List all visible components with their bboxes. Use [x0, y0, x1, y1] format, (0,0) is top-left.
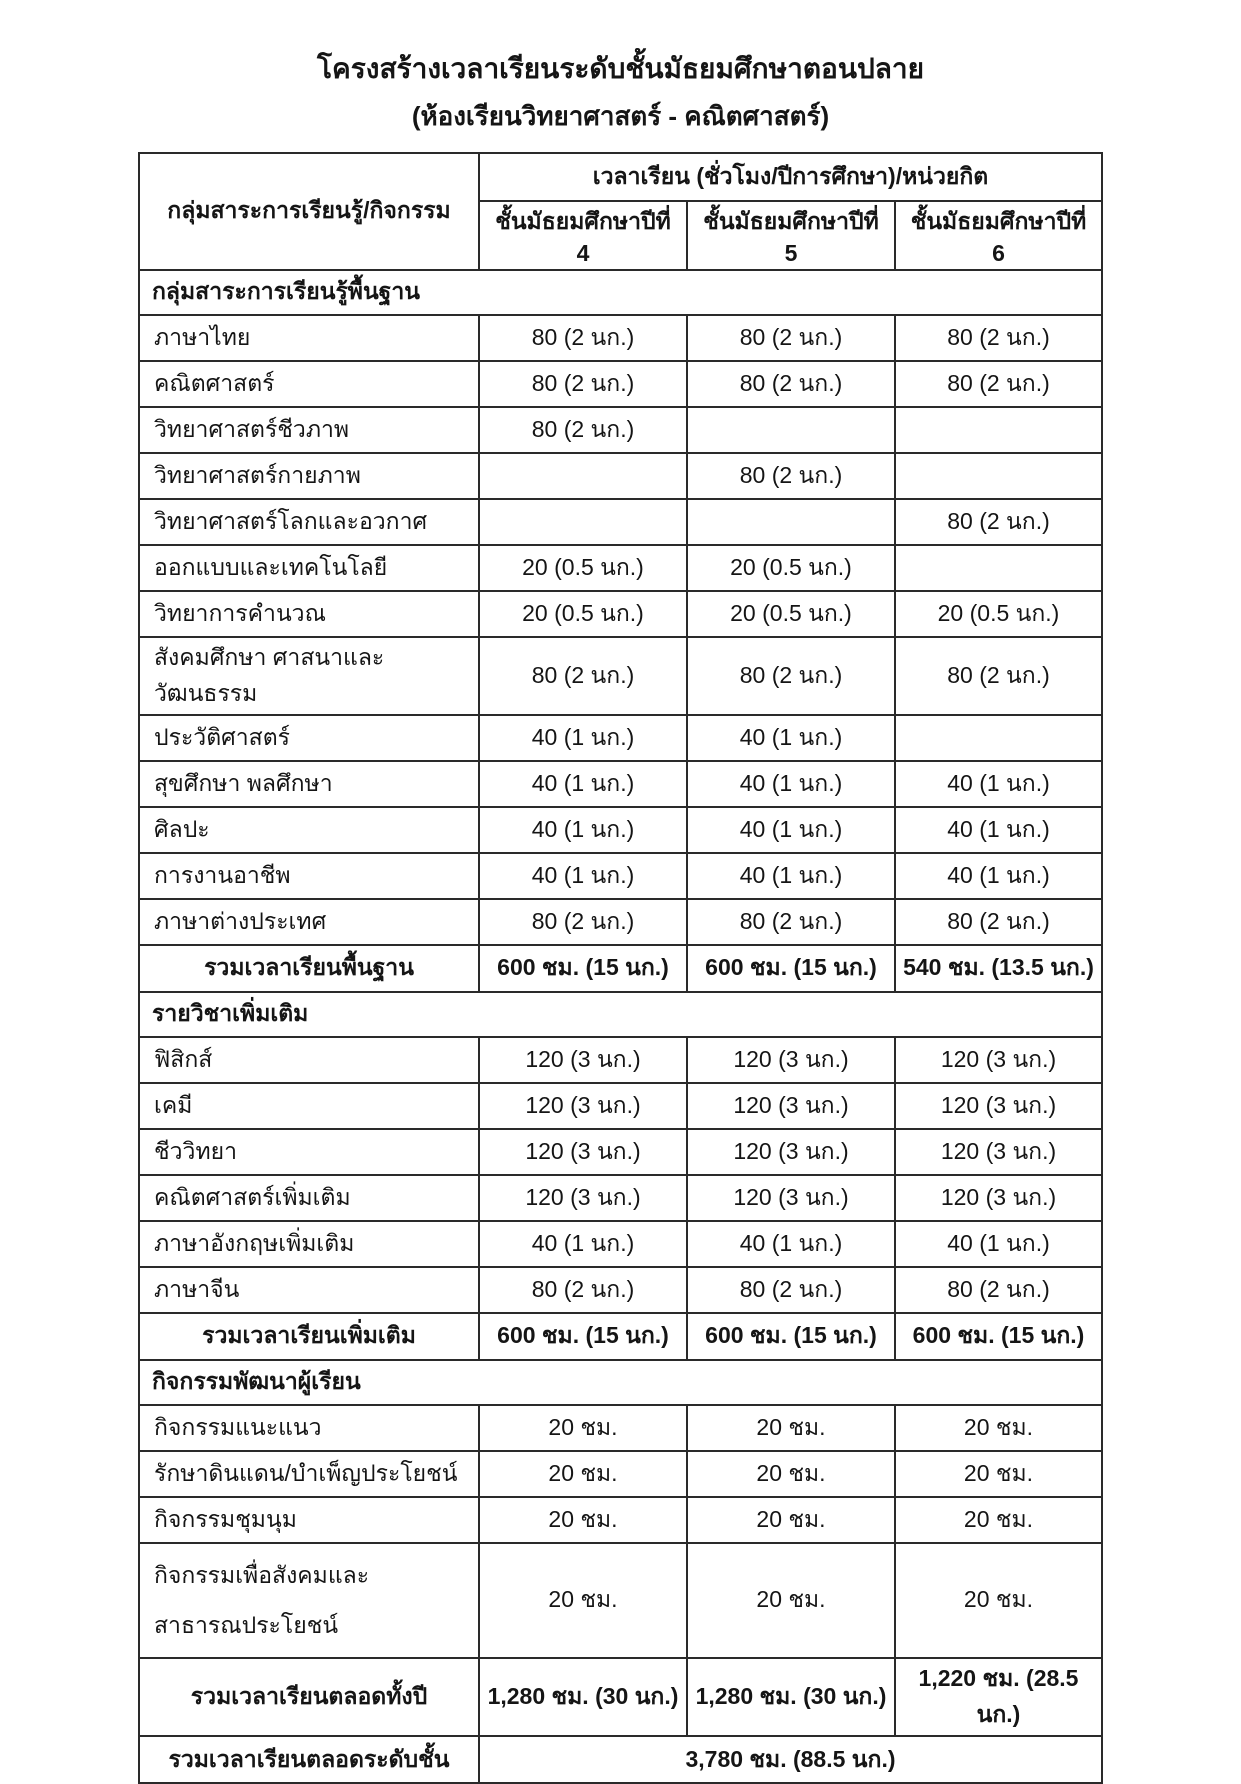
- subject-value-m6: 20 (0.5 นก.): [895, 591, 1102, 637]
- subject-value-m4: 20 ชม.: [479, 1405, 687, 1451]
- sum-row: [139, 1313, 1102, 1360]
- subject-label: วิทยาศาสตร์กายภาพ: [139, 453, 479, 499]
- table-header: [139, 153, 1102, 270]
- subject-label: ชีววิทยา: [139, 1129, 479, 1175]
- subject-value-m5: 80 (2 นก.): [687, 315, 895, 361]
- data-row: [139, 899, 1102, 945]
- subject-label: ภาษาต่างประเทศ: [139, 899, 479, 945]
- subject-value-m4: 120 (3 นก.): [479, 1037, 687, 1083]
- data-row: [139, 1497, 1102, 1543]
- subject-label: วิทยาการคำนวณ: [139, 591, 479, 637]
- subject-value-m5: 80 (2 นก.): [687, 361, 895, 407]
- subject-value-m5: 40 (1 นก.): [687, 807, 895, 853]
- data-row: [139, 545, 1102, 591]
- sum-value-m5: 600 ชม. (15 นก.): [687, 1313, 895, 1360]
- subject-label: ออกแบบและเทคโนโลยี: [139, 545, 479, 591]
- subject-value-m5: 20 ชม.: [687, 1451, 895, 1497]
- subject-value-m5: 20 (0.5 นก.): [687, 591, 895, 637]
- subject-value-m4: 80 (2 นก.): [479, 361, 687, 407]
- sum-value-m6: 600 ชม. (15 นก.): [895, 1313, 1102, 1360]
- subject-value-m5: 120 (3 นก.): [687, 1175, 895, 1221]
- subject-value-m4: 40 (1 นก.): [479, 1221, 687, 1267]
- page-title: โครงสร้างเวลาเรียนระดับชั้นมัธยมศึกษาตอนปลาย: [316, 53, 925, 84]
- subject-value-m4: 80 (2 นก.): [479, 1267, 687, 1313]
- subject-value-m5: 120 (3 นก.): [687, 1129, 895, 1175]
- subject-value-m6: 20 ชม.: [895, 1543, 1102, 1658]
- subject-label: คณิตศาสตร์: [139, 361, 479, 407]
- subject-label: วิทยาศาสตร์ชีวภาพ: [139, 407, 479, 453]
- data-row: [139, 807, 1102, 853]
- section-label: รายวิชาเพิ่มเติม: [139, 992, 1102, 1037]
- grand-total-label: รวมเวลาเรียนตลอดระดับชั้น: [139, 1736, 479, 1783]
- subject-value-m6: 80 (2 นก.): [895, 637, 1102, 715]
- subject-value-m5: 40 (1 นก.): [687, 715, 895, 761]
- subject-label: ประวัติศาสตร์: [139, 715, 479, 761]
- subject-label: การงานอาชีพ: [139, 853, 479, 899]
- sum-value-m6: 1,220 ชม. (28.5 นก.): [895, 1658, 1102, 1736]
- data-row: [139, 637, 1102, 715]
- sum-value-m5: 600 ชม. (15 นก.): [687, 945, 895, 992]
- total-row: [139, 1736, 1102, 1783]
- sum-row: [139, 1658, 1102, 1736]
- sum-label: รวมเวลาเรียนตลอดทั้งปี: [139, 1658, 479, 1736]
- subject-value-m5: 80 (2 นก.): [687, 899, 895, 945]
- subject-value-m4: 40 (1 นก.): [479, 853, 687, 899]
- sum-value-m5: 1,280 ชม. (30 นก.): [687, 1658, 895, 1736]
- subject-label: กิจกรรมเพื่อสังคมและ สาธารณประโยชน์: [139, 1543, 479, 1658]
- subject-value-m4: 120 (3 นก.): [479, 1129, 687, 1175]
- header-study-time: เวลาเรียน (ชั่วโมง/ปีการศึกษา)/หน่วยกิต: [479, 153, 1102, 201]
- subject-value-m5: 40 (1 นก.): [687, 853, 895, 899]
- subject-value-m6: [895, 715, 1102, 761]
- subject-value-m6: [895, 407, 1102, 453]
- data-row: [139, 361, 1102, 407]
- subject-value-m5: 80 (2 นก.): [687, 453, 895, 499]
- sum-value-m4: 600 ชม. (15 นก.): [479, 1313, 687, 1360]
- subject-value-m6: 80 (2 นก.): [895, 361, 1102, 407]
- data-row: [139, 853, 1102, 899]
- sum-value-m4: 600 ชม. (15 นก.): [479, 945, 687, 992]
- sum-label: รวมเวลาเรียนพื้นฐาน: [139, 945, 479, 992]
- subject-value-m5: 80 (2 นก.): [687, 1267, 895, 1313]
- header-row-time: [139, 153, 1102, 201]
- data-row: [139, 715, 1102, 761]
- subject-label: วิทยาศาสตร์โลกและอวกาศ: [139, 499, 479, 545]
- subject-value-m4: 20 ชม.: [479, 1497, 687, 1543]
- section-row: [139, 992, 1102, 1037]
- data-row: [139, 1451, 1102, 1497]
- data-row: [139, 1083, 1102, 1129]
- subject-value-m6: 20 ชม.: [895, 1405, 1102, 1451]
- section-label: กิจกรรมพัฒนาผู้เรียน: [139, 1360, 1102, 1405]
- subject-label: กิจกรรมชุมนุม: [139, 1497, 479, 1543]
- header-grade-m5: ชั้นมัธยมศึกษาปีที่ 5: [687, 201, 895, 270]
- subject-value-m6: 40 (1 นก.): [895, 853, 1102, 899]
- subject-value-m6: 80 (2 นก.): [895, 899, 1102, 945]
- subject-value-m6: 40 (1 นก.): [895, 1221, 1102, 1267]
- data-row: [139, 1129, 1102, 1175]
- subject-value-m6: [895, 453, 1102, 499]
- subject-value-m6: [895, 545, 1102, 591]
- subject-value-m5: [687, 499, 895, 545]
- subject-value-m4: 20 ชม.: [479, 1543, 687, 1658]
- subject-value-m4: 120 (3 นก.): [479, 1175, 687, 1221]
- subject-value-m6: 120 (3 นก.): [895, 1083, 1102, 1129]
- sum-value-m4: 1,280 ชม. (30 นก.): [479, 1658, 687, 1736]
- subject-label: ภาษาอังกฤษเพิ่มเติม: [139, 1221, 479, 1267]
- subject-value-m4: 80 (2 นก.): [479, 407, 687, 453]
- subject-label: กิจกรรมแนะแนว: [139, 1405, 479, 1451]
- subject-value-m4: 20 (0.5 นก.): [479, 591, 687, 637]
- subject-value-m5: [687, 407, 895, 453]
- sum-row: [139, 945, 1102, 992]
- subject-value-m4: [479, 453, 687, 499]
- subject-label: เคมี: [139, 1083, 479, 1129]
- subject-value-m6: 120 (3 นก.): [895, 1037, 1102, 1083]
- data-row: [139, 591, 1102, 637]
- subject-value-m5: 120 (3 นก.): [687, 1083, 895, 1129]
- subject-value-m4: 20 (0.5 นก.): [479, 545, 687, 591]
- data-row: [139, 1405, 1102, 1451]
- subject-value-m6: 120 (3 นก.): [895, 1175, 1102, 1221]
- subject-value-m4: 20 ชม.: [479, 1451, 687, 1497]
- subject-value-m6: 20 ชม.: [895, 1451, 1102, 1497]
- section-label: กลุ่มสาระการเรียนรู้พื้นฐาน: [139, 270, 1102, 315]
- data-row: [139, 499, 1102, 545]
- subject-value-m6: 40 (1 นก.): [895, 761, 1102, 807]
- page-subtitle: (ห้องเรียนวิทยาศาสตร์ - คณิตศาสตร์): [411, 100, 830, 131]
- subject-value-m4: 40 (1 นก.): [479, 715, 687, 761]
- subject-value-m4: 40 (1 นก.): [479, 807, 687, 853]
- subject-value-m5: 40 (1 นก.): [687, 761, 895, 807]
- data-row: [139, 1037, 1102, 1083]
- subject-value-m4: 80 (2 นก.): [479, 637, 687, 715]
- section-row: [139, 270, 1102, 315]
- data-row: [139, 407, 1102, 453]
- data-row: [139, 1543, 1102, 1658]
- sum-label: รวมเวลาเรียนเพิ่มเติม: [139, 1313, 479, 1360]
- data-row: [139, 1175, 1102, 1221]
- data-row: [139, 761, 1102, 807]
- subject-value-m4: 120 (3 นก.): [479, 1083, 687, 1129]
- subject-label: คณิตศาสตร์เพิ่มเติม: [139, 1175, 479, 1221]
- subject-label: ภาษาไทย: [139, 315, 479, 361]
- header-subject-group: กลุ่มสาระการเรียนรู้/กิจกรรม: [139, 153, 479, 270]
- data-row: [139, 1221, 1102, 1267]
- header-grade-m4: ชั้นมัธยมศึกษาปีที่ 4: [479, 201, 687, 270]
- subject-value-m5: 120 (3 นก.): [687, 1037, 895, 1083]
- subject-value-m5: 80 (2 นก.): [687, 637, 895, 715]
- subject-value-m5: 40 (1 นก.): [687, 1221, 895, 1267]
- sum-value-m6: 540 ชม. (13.5 นก.): [895, 945, 1102, 992]
- subject-value-m4: 80 (2 นก.): [479, 315, 687, 361]
- subject-value-m4: [479, 499, 687, 545]
- header-grade-m6: ชั้นมัธยมศึกษาปีที่ 6: [895, 201, 1102, 270]
- data-row: [139, 315, 1102, 361]
- subject-value-m6: 120 (3 นก.): [895, 1129, 1102, 1175]
- subject-label: ฟิสิกส์: [139, 1037, 479, 1083]
- table-body: [139, 270, 1102, 1783]
- subject-value-m4: 40 (1 นก.): [479, 761, 687, 807]
- subject-value-m4: 80 (2 นก.): [479, 899, 687, 945]
- subject-value-m5: 20 ชม.: [687, 1543, 895, 1658]
- subject-value-m5: 20 ชม.: [687, 1405, 895, 1451]
- subject-value-m6: 20 ชม.: [895, 1497, 1102, 1543]
- subject-value-m6: 80 (2 นก.): [895, 499, 1102, 545]
- subject-value-m5: 20 ชม.: [687, 1497, 895, 1543]
- data-row: [139, 453, 1102, 499]
- subject-value-m6: 80 (2 นก.): [895, 315, 1102, 361]
- study-time-table: [138, 152, 1103, 1784]
- subject-value-m6: 80 (2 นก.): [895, 1267, 1102, 1313]
- grand-total-value: 3,780 ชม. (88.5 นก.): [479, 1736, 1102, 1783]
- subject-label: ภาษาจีน: [139, 1267, 479, 1313]
- data-row: [139, 1267, 1102, 1313]
- subject-value-m6: 40 (1 นก.): [895, 807, 1102, 853]
- subject-label: รักษาดินแดน/บำเพ็ญประโยชน์: [139, 1451, 479, 1497]
- section-row: [139, 1360, 1102, 1405]
- subject-value-m5: 20 (0.5 นก.): [687, 545, 895, 591]
- subject-label: สุขศึกษา พลศึกษา: [139, 761, 479, 807]
- subject-label: ศิลปะ: [139, 807, 479, 853]
- subject-label: สังคมศึกษา ศาสนาและวัฒนธรรม: [139, 637, 479, 715]
